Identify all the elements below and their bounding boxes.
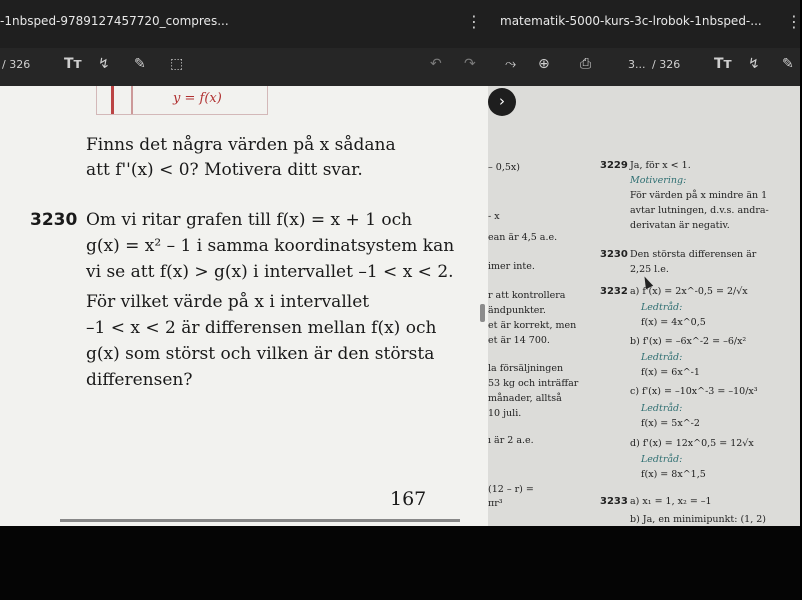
horizontal-scrollbar[interactable] (60, 519, 460, 522)
figure-box (96, 86, 268, 115)
answer-3233-line: a) x₁ = 1, x₂ = –1 (630, 496, 712, 507)
answer-3230-line: Den största differensen är (630, 249, 757, 260)
problem-3230-line-5: –1 < x < 2 är differensen mellan f(x) och (86, 318, 437, 338)
right-page-current[interactable]: 3... (628, 58, 646, 71)
hint-label: Ledtråd: (641, 352, 683, 363)
answer-3232-a: a) f'(x) = 2x^-0,5 = 2/√x (630, 286, 748, 297)
pdf-toolbar (0, 48, 800, 86)
answer-col1-line: (12 – r) = (488, 484, 534, 495)
right-highlight-icon[interactable]: ✎ (782, 56, 794, 72)
question-line-2: att f''(x) < 0? Motivera ditt svar. (86, 160, 363, 180)
left-select-icon[interactable]: ⬚ (170, 56, 184, 72)
answer-3229-motivation-label: Motivering: (630, 175, 687, 186)
figure-label: y = f(x) (173, 91, 222, 106)
problem-3230-line-4: För vilket värde på x i intervallet (86, 292, 370, 312)
right-text-size-icon[interactable]: Tт (714, 56, 732, 72)
next-page-button[interactable]: › (488, 88, 516, 116)
right-page-total: / 326 (652, 58, 681, 71)
answer-3232-a-hint: f(x) = 4x^0,5 (641, 317, 706, 328)
answer-3229-line: Ja, för x < 1. (630, 160, 691, 171)
hint-label: Ledtråd: (641, 302, 683, 313)
left-highlight-icon[interactable]: ✎ (134, 56, 146, 72)
answer-3229-line: derivatan är negativ. (630, 220, 730, 231)
problem-3230-line-1: Om vi ritar grafen till f(x) = x + 1 och (86, 210, 413, 230)
answer-3229-line: avtar lutningen, d.v.s. andra- (630, 205, 769, 216)
answer-3232-number: 3232 (600, 286, 628, 297)
answer-3232-d: d) f'(x) = 12x^0,5 = 12√x (630, 438, 754, 449)
answer-col1-line: 53 kg och inträffar (488, 378, 579, 389)
answer-3232-b: b) f'(x) = –6x^-2 = –6/x² (630, 336, 747, 347)
left-kebab-menu-icon[interactable]: ⋮ (466, 12, 482, 31)
share-icon[interactable]: ⤳ (505, 56, 517, 72)
dark-bottom-area (0, 526, 800, 600)
tab-left-document[interactable]: -1nbsped-9789127457720_compres... (0, 14, 229, 28)
hint-label: Ledtråd: (641, 403, 683, 414)
figure-grid-line (131, 86, 133, 114)
answer-col1-line: 10 juli. (488, 408, 522, 419)
left-draw-icon[interactable]: ↯ (98, 56, 110, 72)
answer-col1-line: ändpunkter. (488, 305, 546, 316)
tab-bar (0, 0, 800, 48)
answer-col1-line: la försäljningen (488, 363, 564, 374)
answer-col1-line: r att kontrollera (488, 290, 566, 301)
left-pdf-page (0, 86, 488, 526)
answer-col1-line: månader, alltså (488, 393, 562, 404)
answer-col1-line: imer inte. (488, 261, 535, 272)
answer-3230-number: 3230 (600, 249, 628, 260)
problem-3230-line-2: g(x) = x² – 1 i samma koordinatsystem kan (86, 236, 455, 256)
right-pdf-page (488, 86, 800, 526)
answer-3232-d-hint: f(x) = 8x^1,5 (641, 469, 706, 480)
left-page-total: / 326 (2, 58, 31, 71)
answer-col1-line: - x (488, 211, 500, 222)
answer-col1-line: ean är 4,5 a.e. (488, 232, 558, 243)
answer-3230-line: 2,25 l.e. (630, 264, 669, 275)
answer-3232-c: c) f'(x) = –10x^-3 = –10/x³ (630, 386, 758, 397)
problem-3230-number: 3230 (30, 210, 78, 230)
problem-3230-line-6: g(x) som störst och vilken är den största (86, 344, 435, 364)
answer-3232-b-hint: f(x) = 6x^-1 (641, 367, 700, 378)
problem-3230-line-7: differensen? (86, 370, 193, 390)
answer-col1-line: et är korrekt, men (488, 320, 577, 331)
question-line-1: Finns det några värden på x sådana (86, 135, 396, 155)
figure-axis-line (111, 86, 114, 114)
answer-3233-number: 3233 (600, 496, 628, 507)
undo-icon[interactable]: ↶ (430, 56, 442, 72)
right-kebab-menu-icon[interactable]: ⋮ (786, 12, 802, 31)
answer-3232-c-hint: f(x) = 5x^-2 (641, 418, 700, 429)
answer-col1-line: et är 14 700. (488, 335, 550, 346)
left-text-size-icon[interactable]: Tт (64, 56, 82, 72)
scrollbar-handle[interactable] (480, 304, 485, 322)
hint-label: Ledtråd: (641, 454, 683, 465)
answer-col1-line: – 0,5x) (488, 162, 520, 173)
answer-3233-line: b) Ja, en minimipunkt: (1, 2) (630, 514, 766, 525)
zoom-icon[interactable]: ⊕ (538, 56, 550, 72)
print-icon[interactable]: ⎙ (580, 56, 592, 72)
redo-icon[interactable]: ↷ (464, 56, 476, 72)
problem-3230-line-3: vi se att f(x) > g(x) i intervallet –1 < x < 2. (86, 262, 454, 282)
answer-col1-line: πr³ (488, 498, 503, 509)
answer-3229-line: För värden på x mindre än 1 (630, 190, 768, 201)
answer-col1-line: ı är 2 a.e. (488, 435, 534, 446)
tab-right-document[interactable]: matematik-5000-kurs-3c-lrobok-1nbsped-... (500, 14, 762, 28)
answer-3229-number: 3229 (600, 160, 628, 171)
right-draw-icon[interactable]: ↯ (748, 56, 760, 72)
page-number: 167 (390, 488, 427, 510)
